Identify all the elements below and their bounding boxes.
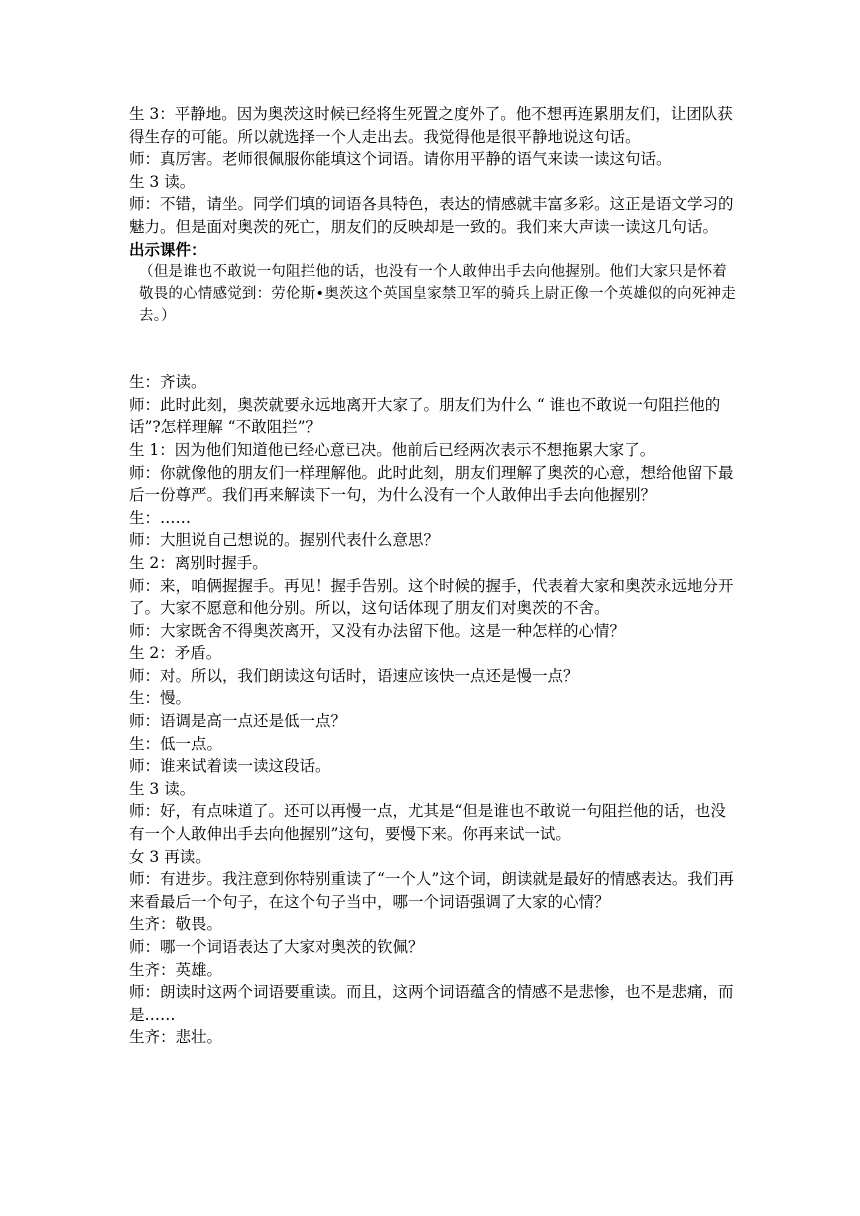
paragraph: 生：慢。: [129, 689, 192, 708]
paragraph: 生 2：离别时握手。: [129, 553, 268, 572]
paragraph: 生 3：平静地。因为奥茨这时候已经将生死置之度外了。他不想再连累朋友们，让团队获得生存的可能。所以就选择一个人走出去。我觉得他是很平静地说这句话。: [129, 105, 733, 146]
paragraph: 师：谁来试着读一读这段话。: [129, 757, 331, 776]
paragraph: 生齐：敬畏。: [129, 915, 223, 934]
courseware-quote: （但是谁也不敢说一句阻拦他的话，也没有一个人敢伸出手去向他握别。他们大家只是怀着敬畏的心情感觉到：劳伦斯•奥茨这个英国皇家禁卫军的骑兵上尉正像一个英雄似的向死神走去。）: [139, 264, 736, 325]
paragraph: 生齐：悲壮。: [129, 1028, 223, 1047]
paragraph: 师：大家既舍不得奥茨离开，又没有办法留下他。这是一种怎样的心情？: [129, 621, 626, 640]
paragraph: 师：来，咱俩握握手。再见！握手告别。这个时候的握手，代表着大家和奥茨永远地分开了。大家不愿意和他分别。所以，这句话体现了朋友们对奥茨的不舍。: [129, 576, 734, 618]
paragraph: 师：真厉害。老师很佩服你能填这个词语。请你用平静的语气来读一读这句话。: [129, 150, 672, 169]
paragraph: 生：……: [129, 508, 192, 527]
paragraph: 师：朗读时这两个词语要重读。而且，这两个词语蕴含的情感不是悲惨，也不是悲痛，而是……: [129, 983, 734, 1024]
paragraph: 师：对。所以，我们朗读这句话时，语速应该快一点还是慢一点？: [129, 666, 579, 685]
paragraph: 师：语调是高一点还是低一点？: [129, 712, 347, 731]
paragraph: 生齐：英雄。: [129, 960, 223, 979]
document-body: [129, 103, 739, 1049]
paragraph: 师：有进步。我注意到你特别重读了“一个人”这个词，朗读就是最好的情感表达。我们再来看最后一个句子，在这个句子当中，哪一个词语强调了大家的心情？: [129, 870, 734, 911]
paragraph: 师：此时此刻，奥茨就要永远地离开大家了。朋友们为什么 “ 谁也不敢说一句阻拦他的话”?怎样理解 “不敢阻拦”？: [129, 395, 721, 437]
paragraph: 生 3 读。: [129, 172, 196, 191]
paragraph: 师：大胆说自己想说的。握别代表什么意思？: [129, 531, 440, 550]
paragraph: 师：不错，请坐。同学们填的词语各具特色，表达的情感就丰富多彩。这正是语文学习的魅力。但是面对奥茨的死亡，朋友们的反映却是一致的。我们来大声读一读这几句话。: [129, 195, 734, 236]
paragraph: 师：哪一个词语表达了大家对奥茨的钦佩？: [129, 938, 424, 956]
paragraph: 师：好，有点味道了。还可以再慢一点，尤其是“但是谁也不敢说一句阻拦他的话，也没有一个人敢伸出手去向他握别”这句，要慢下来。你再来试一试。: [129, 802, 726, 844]
paragraph: 生：低一点。: [129, 734, 223, 753]
paragraph: 生 3 读。: [129, 779, 196, 798]
paragraph: 女 3 再读。: [129, 847, 211, 866]
paragraph: 生 1：因为他们知道他已经心意已决。他前后已经两次表示不想拖累大家了。: [129, 440, 656, 459]
section-heading: 出示课件：: [129, 239, 207, 259]
paragraph: 生 2：矛盾。: [129, 644, 222, 663]
paragraph: 师：你就像他的朋友们一样理解他。此时此刻，朋友们理解了奥茨的心意，想给他留下最后一份尊严。我们再来解读下一句，为什么没有一个人敢伸出手去向他握别？: [129, 463, 734, 505]
paragraph: 生：齐读。: [129, 373, 207, 392]
